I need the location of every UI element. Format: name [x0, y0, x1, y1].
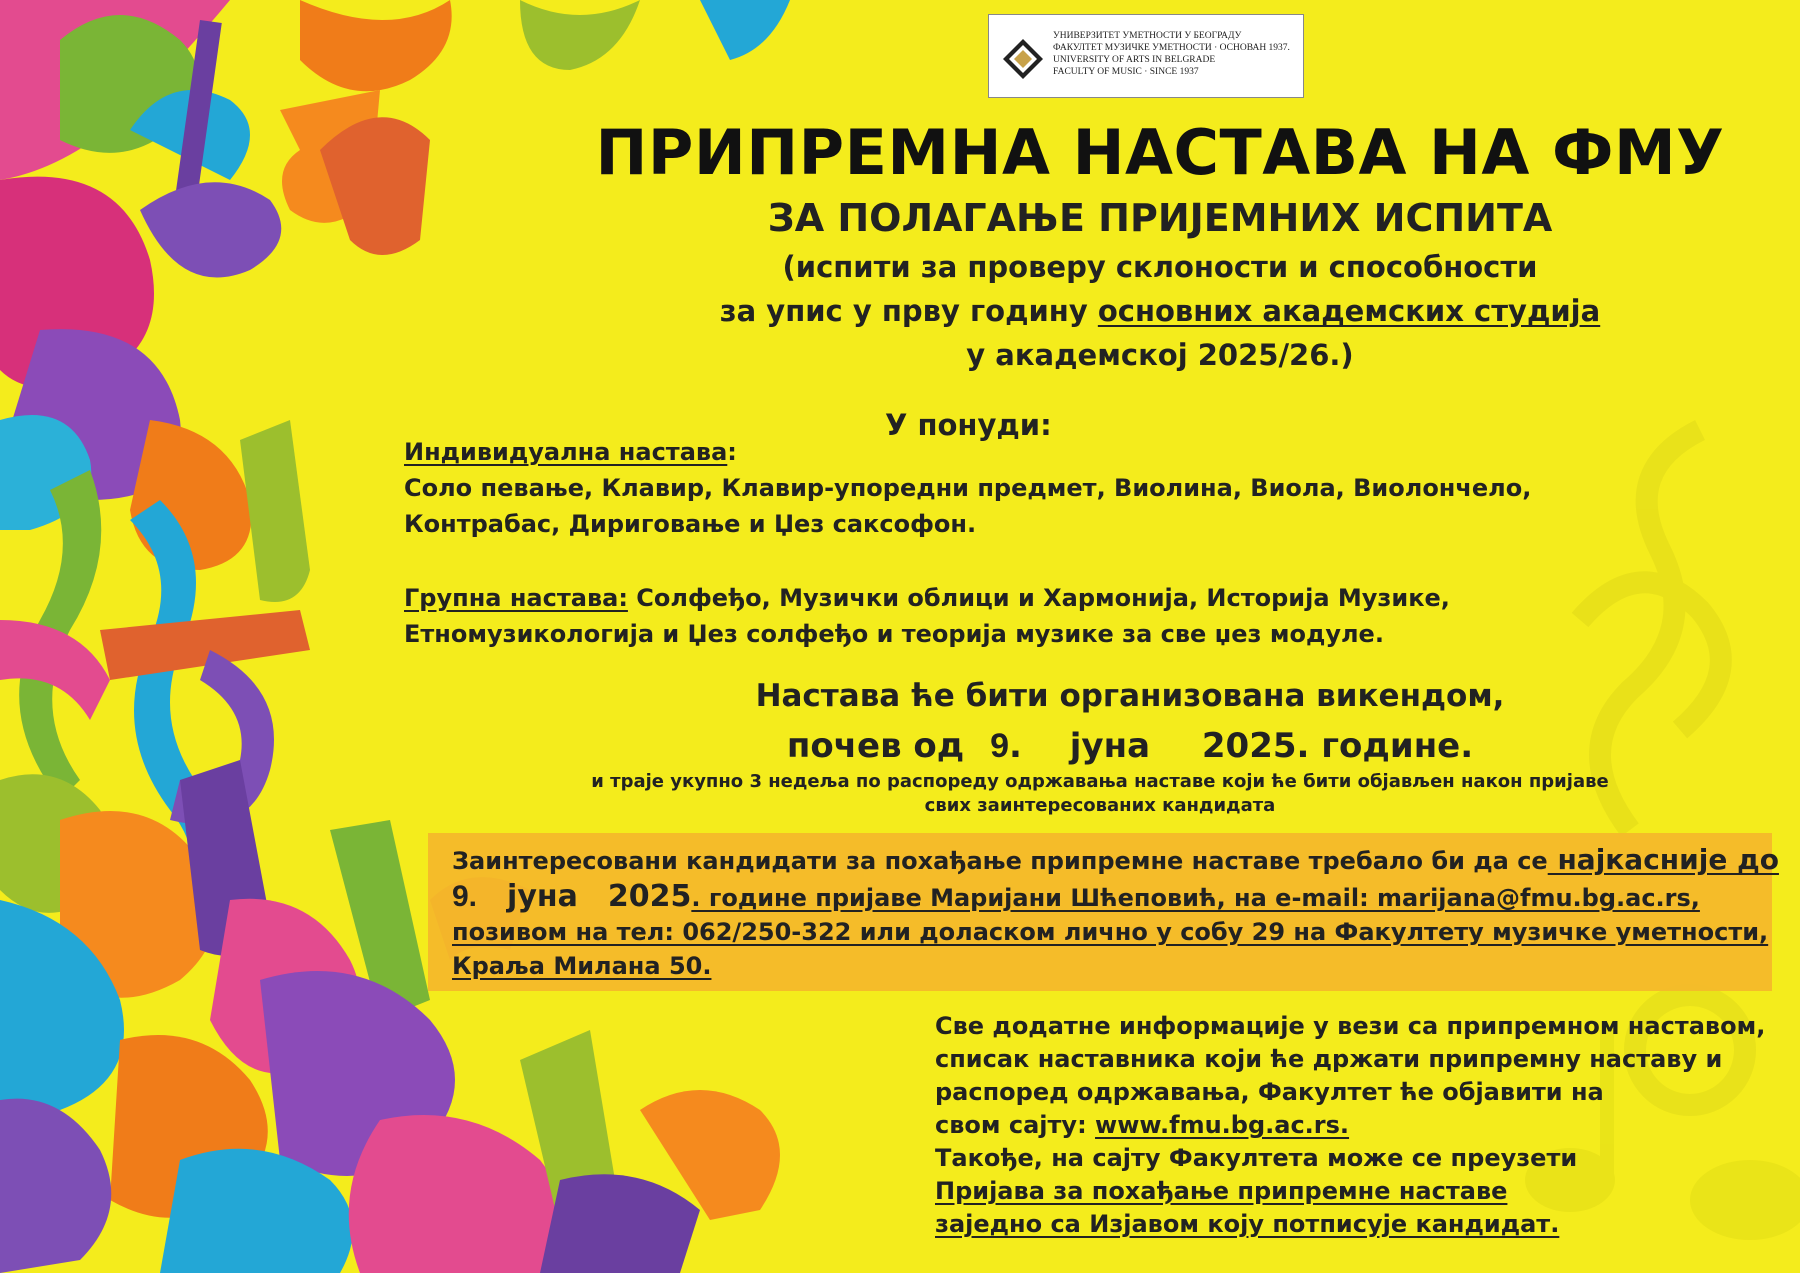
schedule-start-label: почев од — [786, 726, 965, 766]
info-line-7 — [935, 1208, 1765, 1241]
individual-label: Индивидуална настава — [404, 438, 728, 466]
exam-description-text: за упис у прву годину — [719, 294, 1098, 328]
application-line-1 — [452, 843, 1779, 878]
application-address: Краља Милана 50. — [452, 952, 712, 980]
study-program-underlined: основних академских студија — [1097, 294, 1601, 328]
info-website-label: свом сајту: — [935, 1111, 1096, 1139]
schedule-year: 2025 — [1201, 726, 1297, 766]
info-line-1: Све додатне информације у вези са припремном наставом, — [935, 1012, 1766, 1040]
application-year: 2025 — [607, 879, 692, 914]
application-line-2 — [452, 880, 1779, 915]
application-line-4 — [452, 949, 1779, 983]
statement-form-link[interactable]: заједно са Изјавом коју потписује кандидат. — [935, 1210, 1560, 1238]
schedule-month: јуна — [1069, 726, 1151, 766]
application-day: 9. — [452, 880, 478, 913]
application-line-3 — [452, 915, 1779, 949]
logo-line-4: FACULTY OF MUSIC · SINCE 1937 — [1053, 67, 1199, 77]
info-line-6 — [935, 1175, 1765, 1208]
additional-info — [935, 1010, 1765, 1241]
logo-line-1: УНИВЕРЗИТЕТ УМЕТНОСТИ У БЕОГРАДУ — [1053, 31, 1242, 41]
schedule-line-1: Настава ће бити организована викендом, — [755, 678, 1505, 714]
faculty-logo — [988, 14, 1304, 98]
group-section — [404, 580, 1450, 652]
offer-heading: У понуди: — [885, 408, 1052, 442]
group-label: Групна настава: — [404, 584, 628, 612]
schedule-note — [440, 770, 1760, 818]
application-form-link[interactable]: Пријава за похађање припремне наставе — [935, 1177, 1508, 1205]
individual-section — [404, 434, 1531, 542]
exam-description-line-1: (испити за проверу склоности и способности — [782, 250, 1538, 284]
exam-description — [620, 245, 1700, 377]
info-line-5: Такође, на сајту Факултета може се преузети — [935, 1144, 1578, 1172]
application-contact-phone: позивом на тел: 062/250-322 или доласком лично у собу 29 на Факултету музичке уметности, — [452, 918, 1769, 946]
schedule-line-2 — [560, 726, 1700, 766]
group-subjects: Солфеђо, Музички облици и Хармонија, Историја Музике, — [627, 584, 1450, 612]
info-line-4 — [935, 1109, 1765, 1142]
application-intro: Заинтересовани кандидати за похађање припремне наставе требало би да се — [452, 847, 1548, 875]
schedule-day-dot: . — [1009, 726, 1022, 766]
individual-label-line — [404, 434, 1531, 470]
faculty-emblem-icon — [1001, 37, 1045, 81]
logo-line-3: UNIVERSITY OF ARTS IN BELGRADE — [1053, 55, 1216, 65]
individual-line-2: Контрабас, Дириговање и Џез саксофон. — [404, 510, 977, 538]
exam-description-line-3: у академској 2025/26.) — [966, 338, 1354, 372]
application-contact-email: . године пријаве Маријани Шћеповић, на e-mail: marijana@fmu.bg.ac.rs, — [691, 884, 1700, 912]
info-line-2: списак наставника који ће држати припремну наставу и — [935, 1045, 1723, 1073]
schedule-day: 9 — [990, 727, 1010, 765]
group-line-1 — [404, 580, 1450, 616]
group-line-2: Етномузикологија и Џез солфеђо и теорија музике за све џез модуле. — [404, 620, 1384, 648]
individual-line-1: Соло певање, Клавир, Клавир-упоредни предмет, Виолина, Виола, Виолончело, — [404, 474, 1532, 502]
individual-colon: : — [727, 438, 737, 466]
schedule-year-suffix: . године. — [1296, 726, 1474, 766]
exam-description-line-2 — [620, 289, 1700, 333]
poster-subtitle: ЗА ПОЛАГАЊЕ ПРИЈЕМНИХ ИСПИТА — [767, 196, 1553, 240]
info-line-3: распоред одржавања, Факултет ће објавити на — [935, 1078, 1604, 1106]
application-deadline-label: најкасније до — [1547, 843, 1779, 876]
schedule-note-line-2: свих заинтересованих кандидата — [924, 795, 1276, 816]
logo-line-2: ФАКУЛТЕТ МУЗИЧКЕ УМЕТНОСТИ · ОСНОВАН 1937. — [1053, 43, 1290, 53]
schedule-note-line-1: и траје укупно 3 недеља по распореду одржавања наставе који ће бити објављен након пријаве — [591, 771, 1609, 792]
website-link[interactable]: www.fmu.bg.ac.rs. — [1095, 1111, 1350, 1139]
application-month: јуна — [507, 879, 578, 914]
poster-title: ПРИПРЕМНА НАСТАВА НА ФМУ — [595, 116, 1725, 189]
application-text — [452, 843, 1779, 983]
